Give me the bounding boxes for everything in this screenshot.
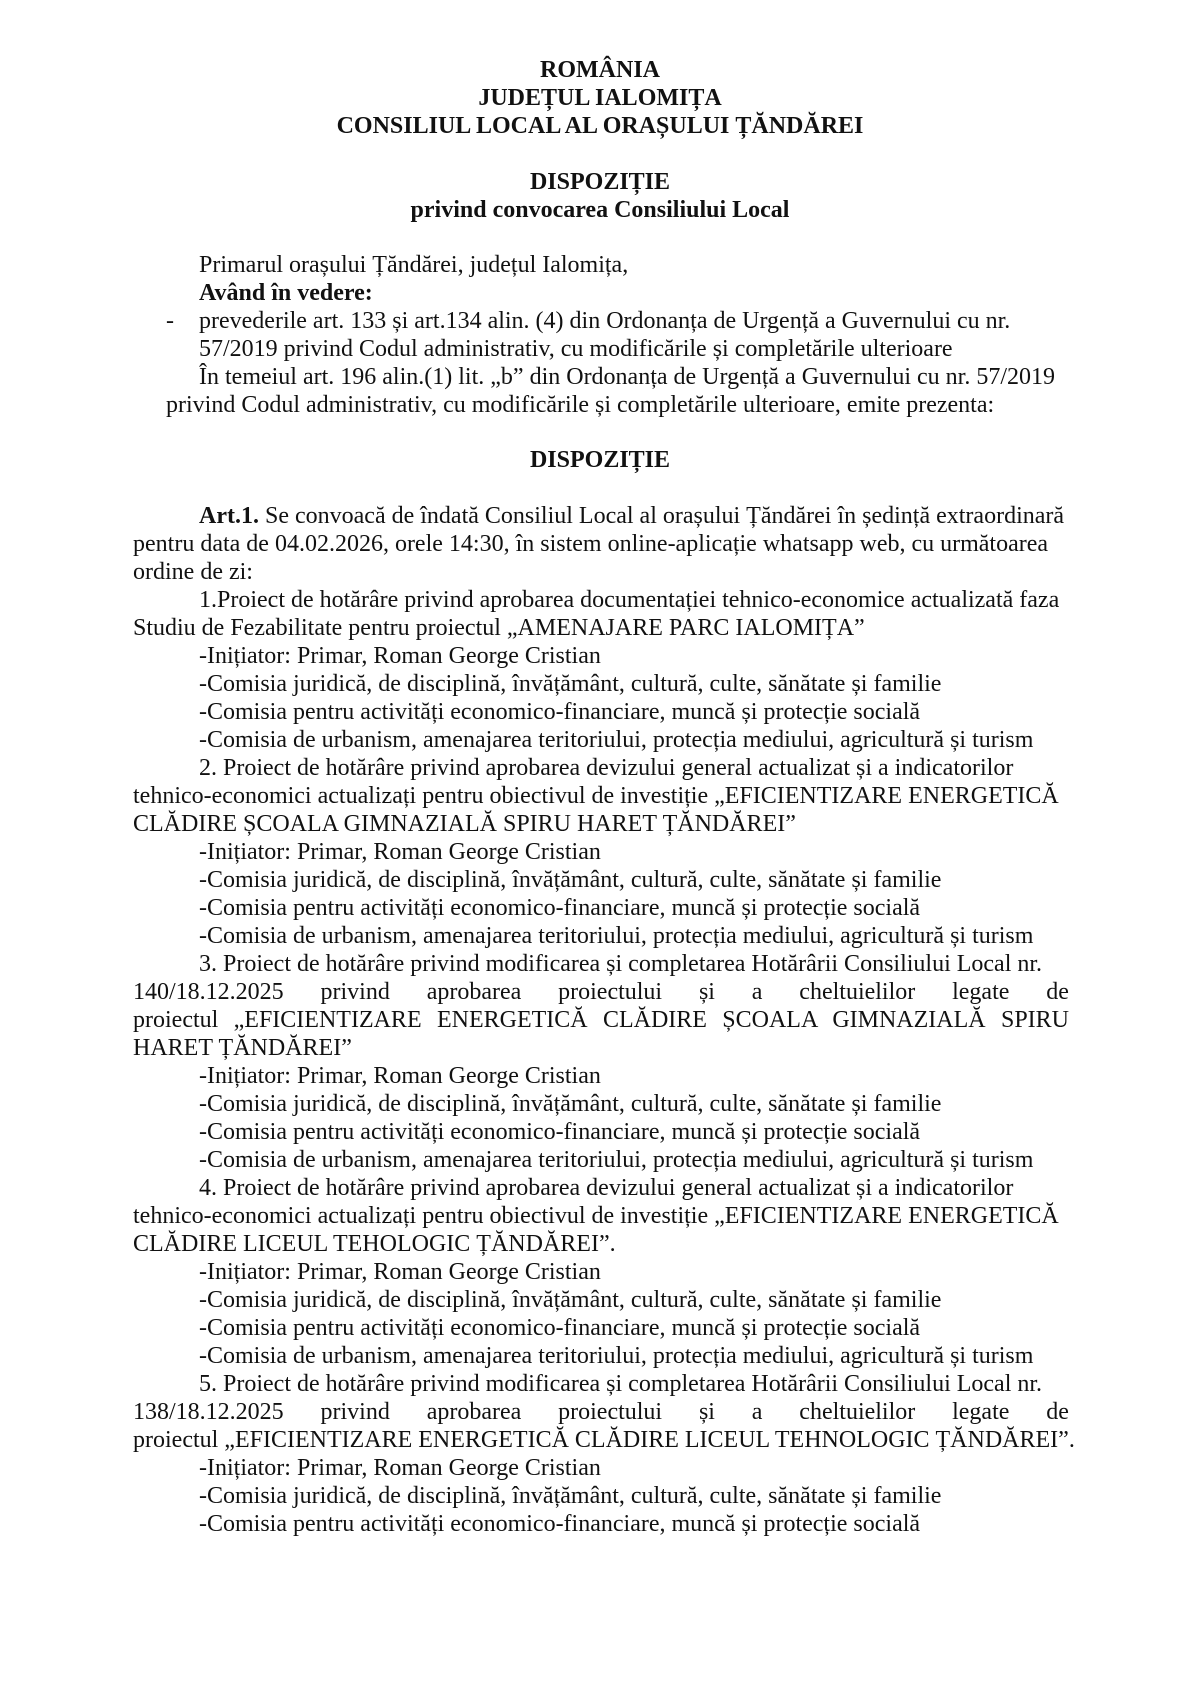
legal-basis-1: În temeiul art. 196 alin.(1) lit. „b” din Ordonanța de Urgență a Guvernului cu nr. 57/2019 <box>199 364 1055 390</box>
agenda-item-text: proiectul „EFICIENTIZARE ENERGETICĂ CLĂDIRE ȘCOALA GIMNAZIALĂ SPIRU <box>133 1007 1069 1033</box>
considering-label: Având în vedere: <box>199 280 373 306</box>
agenda-item-text: 3. Proiect de hotărâre privind modificarea și completarea Hotărârii Consiliului Local nr. <box>199 951 1043 977</box>
header-council: CONSILIUL LOCAL AL ORAȘULUI ȚĂNDĂREI <box>336 113 864 139</box>
agenda-committee: -Comisia de urbanism, amenajarea teritoriului, protecția mediului, agricultură și turism <box>199 1343 1034 1369</box>
article-1-line-2: pentru data de 04.02.2026, orele 14:30, în sistem online-aplicație whatsapp web, cu următoarea <box>133 531 1049 557</box>
agenda-item-text: 4. Proiect de hotărâre privind aprobarea devizului general actualizat și a indicatorilor <box>199 1175 1014 1201</box>
agenda-item-text: 2. Proiect de hotărâre privind aprobarea devizului general actualizat și a indicatorilor <box>199 755 1014 781</box>
agenda-item-text: 5. Proiect de hotărâre privind modificarea și completarea Hotărârii Consiliului Local nr. <box>199 1371 1043 1397</box>
agenda-initiator: -Inițiator: Primar, Roman George Cristian <box>199 1259 601 1285</box>
considering-text-2: 57/2019 privind Codul administrativ, cu modificările și completările ulterioare <box>199 336 953 362</box>
agenda-item-text: proiectul „EFICIENTIZARE ENERGETICĂ CLĂDIRE LICEUL TEHNOLOGIC ȚĂNDĂREI”. <box>133 1427 1075 1453</box>
agenda-committee: -Comisia pentru activități economico-financiare, muncă și protecție socială <box>199 1511 921 1537</box>
agenda-committee: -Comisia juridică, de disciplină, învățământ, cultură, culte, sănătate și familie <box>199 867 942 893</box>
header-country: ROMÂNIA <box>540 57 660 83</box>
agenda-committee: -Comisia juridică, de disciplină, învățământ, cultură, culte, sănătate și familie <box>199 1091 942 1117</box>
agenda-item-text: Studiu de Fezabilitate pentru proiectul „AMENAJARE PARC IALOMIȚA” <box>133 615 865 641</box>
agenda-committee: -Comisia de urbanism, amenajarea teritoriului, protecția mediului, agricultură și turism <box>199 727 1034 753</box>
section-heading: DISPOZIȚIE <box>529 447 671 473</box>
agenda-committee: -Comisia pentru activități economico-financiare, muncă și protecție socială <box>199 1119 921 1145</box>
agenda-committee: -Comisia de urbanism, amenajarea teritoriului, protecția mediului, agricultură și turism <box>199 923 1034 949</box>
agenda-committee: -Comisia de urbanism, amenajarea teritoriului, protecția mediului, agricultură și turism <box>199 1147 1034 1173</box>
agenda-item-text: CLĂDIRE LICEUL TEHOLOGIC ȚĂNDĂREI”. <box>133 1231 616 1257</box>
agenda-item-text: HARET ȚĂNDĂREI” <box>133 1035 352 1061</box>
document-subtitle: privind convocarea Consiliului Local <box>410 197 790 223</box>
issuer-line: Primarul orașului Țăndărei, județul Ialomița, <box>199 252 629 278</box>
considering-text-1: prevederile art. 133 și art.134 alin. (4) din Ordonanța de Urgență a Guvernului cu nr. <box>199 308 1011 334</box>
agenda-item-text: 1.Proiect de hotărâre privind aprobarea documentației tehnico-economice actualizată faza <box>199 587 1060 613</box>
article-1-label: Art.1. <box>199 503 259 529</box>
agenda-committee: -Comisia pentru activități economico-financiare, muncă și protecție socială <box>199 1315 921 1341</box>
agenda-committee: -Comisia juridică, de disciplină, învățământ, cultură, culte, sănătate și familie <box>199 1483 942 1509</box>
agenda-committee: -Comisia juridică, de disciplină, învățământ, cultură, culte, sănătate și familie <box>199 671 942 697</box>
agenda-committee: -Comisia pentru activități economico-financiare, muncă și protecție socială <box>199 699 921 725</box>
article-1-line-1 <box>199 502 1064 530</box>
header-county: JUDEȚUL IALOMIȚA <box>478 85 722 111</box>
agenda-committee: -Comisia juridică, de disciplină, învățământ, cultură, culte, sănătate și familie <box>199 1287 942 1313</box>
article-1-line-3: ordine de zi: <box>133 559 253 585</box>
agenda-item-text: tehnico-economici actualizați pentru obiectivul de investiție „EFICIENTIZARE ENERGETICĂ <box>133 1203 1059 1229</box>
agenda-committee: -Comisia pentru activități economico-financiare, muncă și protecție socială <box>199 895 921 921</box>
document-title: DISPOZIȚIE <box>529 169 671 195</box>
agenda-item-text-justified: 140/18.12.2025 privind aprobarea proiectului și a cheltuielilor legate de <box>133 979 1069 1005</box>
agenda-item-text: CLĂDIRE ȘCOALA GIMNAZIALĂ SPIRU HARET ȚĂNDĂREI” <box>133 811 796 837</box>
agenda-initiator: -Inițiator: Primar, Roman George Cristian <box>199 1063 601 1089</box>
bullet-dash: - <box>166 308 174 334</box>
agenda-initiator: -Inițiator: Primar, Roman George Cristian <box>199 643 601 669</box>
article-1-text: Se convoacă de îndată Consiliul Local al orașului Țăndărei în ședință extraordinară <box>258 503 1065 529</box>
legal-basis-2: privind Codul administrativ, cu modificările și completările ulterioare, emite prezenta: <box>166 392 995 418</box>
agenda-item-text: tehnico-economici actualizați pentru obiectivul de investiție „EFICIENTIZARE ENERGETICĂ <box>133 783 1059 809</box>
agenda-initiator: -Inițiator: Primar, Roman George Cristian <box>199 1455 601 1481</box>
agenda-item-text-justified: 138/18.12.2025 privind aprobarea proiectului și a cheltuielilor legate de <box>133 1399 1069 1425</box>
agenda-initiator: -Inițiator: Primar, Roman George Cristian <box>199 839 601 865</box>
